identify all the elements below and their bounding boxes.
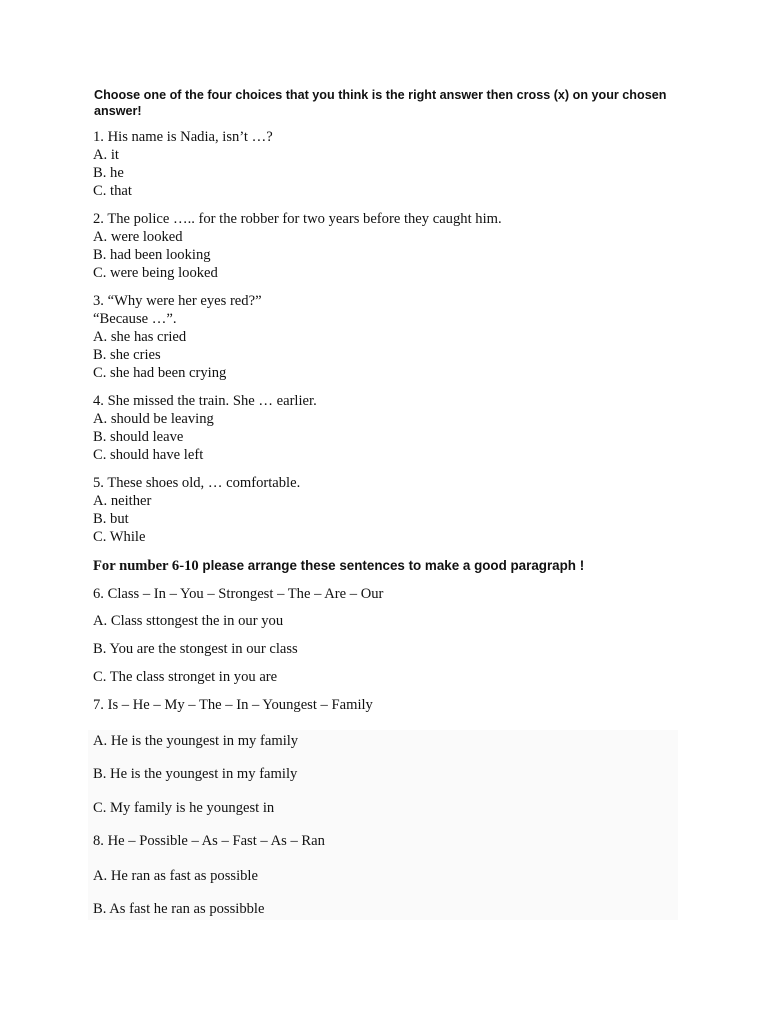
section-2-heading-prefix: For number 6-10 [93,558,199,574]
question-7-option-a: A. He is the youngest in my family [93,733,299,749]
question-8-option-b: B. As fast he ran as possibble [93,901,265,917]
question-3-option-c: C. she had been crying [93,365,227,381]
question-2-option-b: B. had been looking [93,247,211,263]
shaded-region [88,730,678,920]
question-4-option-c: C. should have left [93,447,204,463]
question-3-stem: 3. “Why were her eyes red?” [93,293,262,309]
question-2-option-c: C. were being looked [93,265,218,281]
question-5-option-b: B. but [93,511,129,527]
question-3-option-a: A. she has cried [93,329,187,345]
question-3-stem-continued: “Because …”. [93,311,177,327]
question-8-stem: 8. He – Possible – As – Fast – As – Ran [93,833,325,849]
section-2-heading [93,557,584,575]
question-4-stem: 4. She missed the train. She … earlier. [93,393,317,409]
question-7-stem: 7. Is – He – My – The – In – Youngest – Family [93,697,373,713]
question-1-stem: 1. His name is Nadia, isn’t …? [93,129,273,145]
question-2-option-a: A. were looked [93,229,183,245]
question-5-stem: 5. These shoes old, … comfortable. [93,475,301,491]
question-2-stem: 2. The police ….. for the robber for two years before they caught him. [93,211,502,227]
question-6-stem: 6. Class – In – You – Strongest – The – Are – Our [93,586,384,602]
question-7-option-b: B. He is the youngest in my family [93,766,298,782]
question-1-option-b: B. he [93,165,124,181]
question-8-option-a: A. He ran as fast as possible [93,868,258,884]
section-2-heading-text: please arrange these sentences to make a good paragraph ! [198,558,585,573]
question-6-option-b: B. You are the stongest in our class [93,641,298,657]
question-6-option-c: C. The class stronget in you are [93,669,278,685]
instructions: Choose one of the four choices that you think is the right answer then cross (x) on your chosen answer! [94,88,667,118]
question-4-option-a: A. should be leaving [93,411,214,427]
question-5-option-a: A. neither [93,493,152,509]
question-4-option-b: B. should leave [93,429,184,445]
question-1-option-c: C. that [93,183,132,199]
question-7-option-c: C. My family is he youngest in [93,800,275,816]
question-6-option-a: A. Class sttongest the in our you [93,613,284,629]
question-3-option-b: B. she cries [93,347,161,363]
question-1-option-a: A. it [93,147,119,163]
question-5-option-c: C. While [93,529,146,545]
